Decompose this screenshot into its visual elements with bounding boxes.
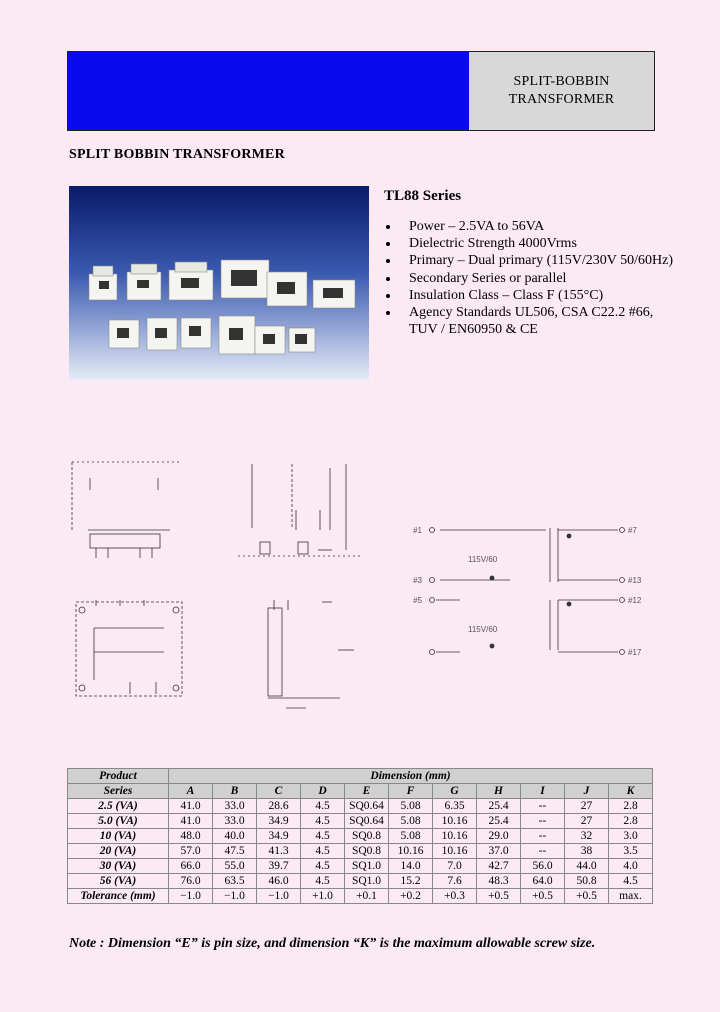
table-cell: 4.5	[301, 799, 345, 814]
column-header: I	[521, 784, 565, 799]
front-view-drawing	[72, 462, 182, 558]
table-cell: SQ0.64	[345, 799, 389, 814]
column-header: B	[213, 784, 257, 799]
table-cell: 34.9	[257, 814, 301, 829]
table-cell: 4.0	[609, 859, 653, 874]
table-cell: --	[521, 799, 565, 814]
pin-label: #17	[628, 648, 642, 657]
feature-item: Power – 2.5VA to 56VA	[384, 218, 674, 235]
table-cell: 4.5	[301, 874, 345, 889]
table-cell: 6.35	[433, 799, 477, 814]
pin-label: #3	[413, 576, 422, 585]
column-header-row	[68, 784, 653, 799]
column-header: K	[609, 784, 653, 799]
pin-label: #1	[413, 526, 422, 535]
table-cell: 4.5	[301, 859, 345, 874]
table-row	[68, 874, 653, 889]
table-cell: 39.7	[257, 859, 301, 874]
product-header: Product	[68, 769, 169, 784]
bottom-view-drawing	[76, 600, 182, 696]
feature-item: Insulation Class – Class F (155°C)	[384, 287, 674, 304]
side-view-drawing	[238, 464, 360, 556]
table-cell: 47.5	[213, 844, 257, 859]
table-cell: 5.08	[389, 814, 433, 829]
product-photo	[69, 186, 369, 380]
table-cell: 3.5	[609, 844, 653, 859]
table-cell: SQ1.0	[345, 859, 389, 874]
table-cell: 48.0	[169, 829, 213, 844]
banner-line-1: SPLIT-BOBBIN	[513, 74, 610, 89]
table-cell: 4.5	[609, 874, 653, 889]
table-cell: 48.3	[477, 874, 521, 889]
table-cell: --	[521, 814, 565, 829]
dimension-header: Dimension (mm)	[169, 769, 653, 784]
table-cell: −1.0	[257, 889, 301, 904]
table-cell: 57.0	[169, 844, 213, 859]
table-cell: 56.0	[521, 859, 565, 874]
table-cell: +0.1	[345, 889, 389, 904]
pin-layout-drawing	[268, 600, 354, 708]
table-cell: 41.0	[169, 814, 213, 829]
table-cell: 5.08	[389, 799, 433, 814]
series-header: Series	[68, 784, 169, 799]
table-cell: 42.7	[477, 859, 521, 874]
table-cell: 64.0	[521, 874, 565, 889]
table-cell: 63.5	[213, 874, 257, 889]
table-cell: 27	[565, 799, 609, 814]
table-cell: 46.0	[257, 874, 301, 889]
table-row	[68, 889, 653, 904]
table-cell: 7.0	[433, 859, 477, 874]
table-cell: --	[521, 844, 565, 859]
table-cell: 28.6	[257, 799, 301, 814]
winding-schematic	[430, 528, 625, 655]
column-header: G	[433, 784, 477, 799]
table-cell: 34.9	[257, 829, 301, 844]
column-header: D	[301, 784, 345, 799]
column-header: H	[477, 784, 521, 799]
table-cell: 27	[565, 814, 609, 829]
table-cell: −1.0	[169, 889, 213, 904]
column-header: J	[565, 784, 609, 799]
column-header: A	[169, 784, 213, 799]
banner-line-2: TRANSFORMER	[508, 92, 615, 107]
pin-label: #7	[628, 526, 637, 535]
table-cell: 41.3	[257, 844, 301, 859]
row-label: 56 (VA)	[68, 874, 169, 889]
dimension-table	[67, 768, 653, 904]
pin-label: #12	[628, 596, 642, 605]
series-title: TL88 Series	[384, 188, 462, 204]
table-cell: 10.16	[433, 814, 477, 829]
table-row	[68, 859, 653, 874]
table-cell: 29.0	[477, 829, 521, 844]
table-cell: SQ0.64	[345, 814, 389, 829]
dimension-drawings	[60, 450, 660, 730]
table-cell: −1.0	[213, 889, 257, 904]
table-cell: 5.08	[389, 829, 433, 844]
winding-label: 115V/60	[468, 625, 498, 634]
header-banner-blue	[67, 51, 470, 131]
row-label: 20 (VA)	[68, 844, 169, 859]
table-row	[68, 829, 653, 844]
table-cell: 2.8	[609, 799, 653, 814]
pin-label: #5	[413, 596, 422, 605]
table-cell: 44.0	[565, 859, 609, 874]
table-cell: +0.5	[521, 889, 565, 904]
row-label: 2.5 (VA)	[68, 799, 169, 814]
column-header: C	[257, 784, 301, 799]
table-cell: max.	[609, 889, 653, 904]
table-cell: 33.0	[213, 814, 257, 829]
row-label: Tolerance (mm)	[68, 889, 169, 904]
feature-list	[384, 218, 674, 338]
table-cell: --	[521, 829, 565, 844]
table-cell: 38	[565, 844, 609, 859]
row-label: 10 (VA)	[68, 829, 169, 844]
document-title: SPLIT BOBBIN TRANSFORMER	[69, 147, 285, 162]
table-cell: 76.0	[169, 874, 213, 889]
table-cell: 2.8	[609, 814, 653, 829]
header-banner-title	[469, 51, 655, 131]
table-cell: 4.5	[301, 844, 345, 859]
column-header: F	[389, 784, 433, 799]
pin-label: #13	[628, 576, 642, 585]
table-cell: 33.0	[213, 799, 257, 814]
table-row	[68, 844, 653, 859]
table-cell: 66.0	[169, 859, 213, 874]
table-cell: 10.16	[433, 844, 477, 859]
table-cell: 10.16	[389, 844, 433, 859]
table-cell: +0.5	[565, 889, 609, 904]
row-label: 5.0 (VA)	[68, 814, 169, 829]
feature-item: Secondary Series or parallel	[384, 270, 674, 287]
table-cell: 10.16	[433, 829, 477, 844]
feature-item: Agency Standards UL506, CSA C22.2 #66, TUV / EN60950 & CE	[384, 304, 674, 338]
table-cell: +0.5	[477, 889, 521, 904]
table-cell: 4.5	[301, 829, 345, 844]
table-cell: 32	[565, 829, 609, 844]
table-cell: 40.0	[213, 829, 257, 844]
table-cell: SQ0.8	[345, 829, 389, 844]
table-cell: 14.0	[389, 859, 433, 874]
table-row	[68, 799, 653, 814]
table-cell: 15.2	[389, 874, 433, 889]
table-cell: +1.0	[301, 889, 345, 904]
table-cell: 3.0	[609, 829, 653, 844]
table-cell: +0.3	[433, 889, 477, 904]
table-cell: 50.8	[565, 874, 609, 889]
table-cell: 41.0	[169, 799, 213, 814]
table-cell: 55.0	[213, 859, 257, 874]
feature-item: Primary – Dual primary (115V/230V 50/60Hz)	[384, 252, 674, 269]
table-cell: SQ1.0	[345, 874, 389, 889]
row-label: 30 (VA)	[68, 859, 169, 874]
column-header: E	[345, 784, 389, 799]
table-row	[68, 814, 653, 829]
table-body	[68, 799, 653, 904]
table-cell: 25.4	[477, 814, 521, 829]
winding-label: 115V/60	[468, 555, 498, 564]
table-cell: SQ0.8	[345, 844, 389, 859]
feature-item: Dielectric Strength 4000Vrms	[384, 235, 674, 252]
table-cell: +0.2	[389, 889, 433, 904]
table-cell: 25.4	[477, 799, 521, 814]
footnote: Note : Dimension “E” is pin size, and dimension “K” is the maximum allowable screw size.	[69, 936, 596, 951]
table-cell: 37.0	[477, 844, 521, 859]
table-cell: 4.5	[301, 814, 345, 829]
table-cell: 7.6	[433, 874, 477, 889]
